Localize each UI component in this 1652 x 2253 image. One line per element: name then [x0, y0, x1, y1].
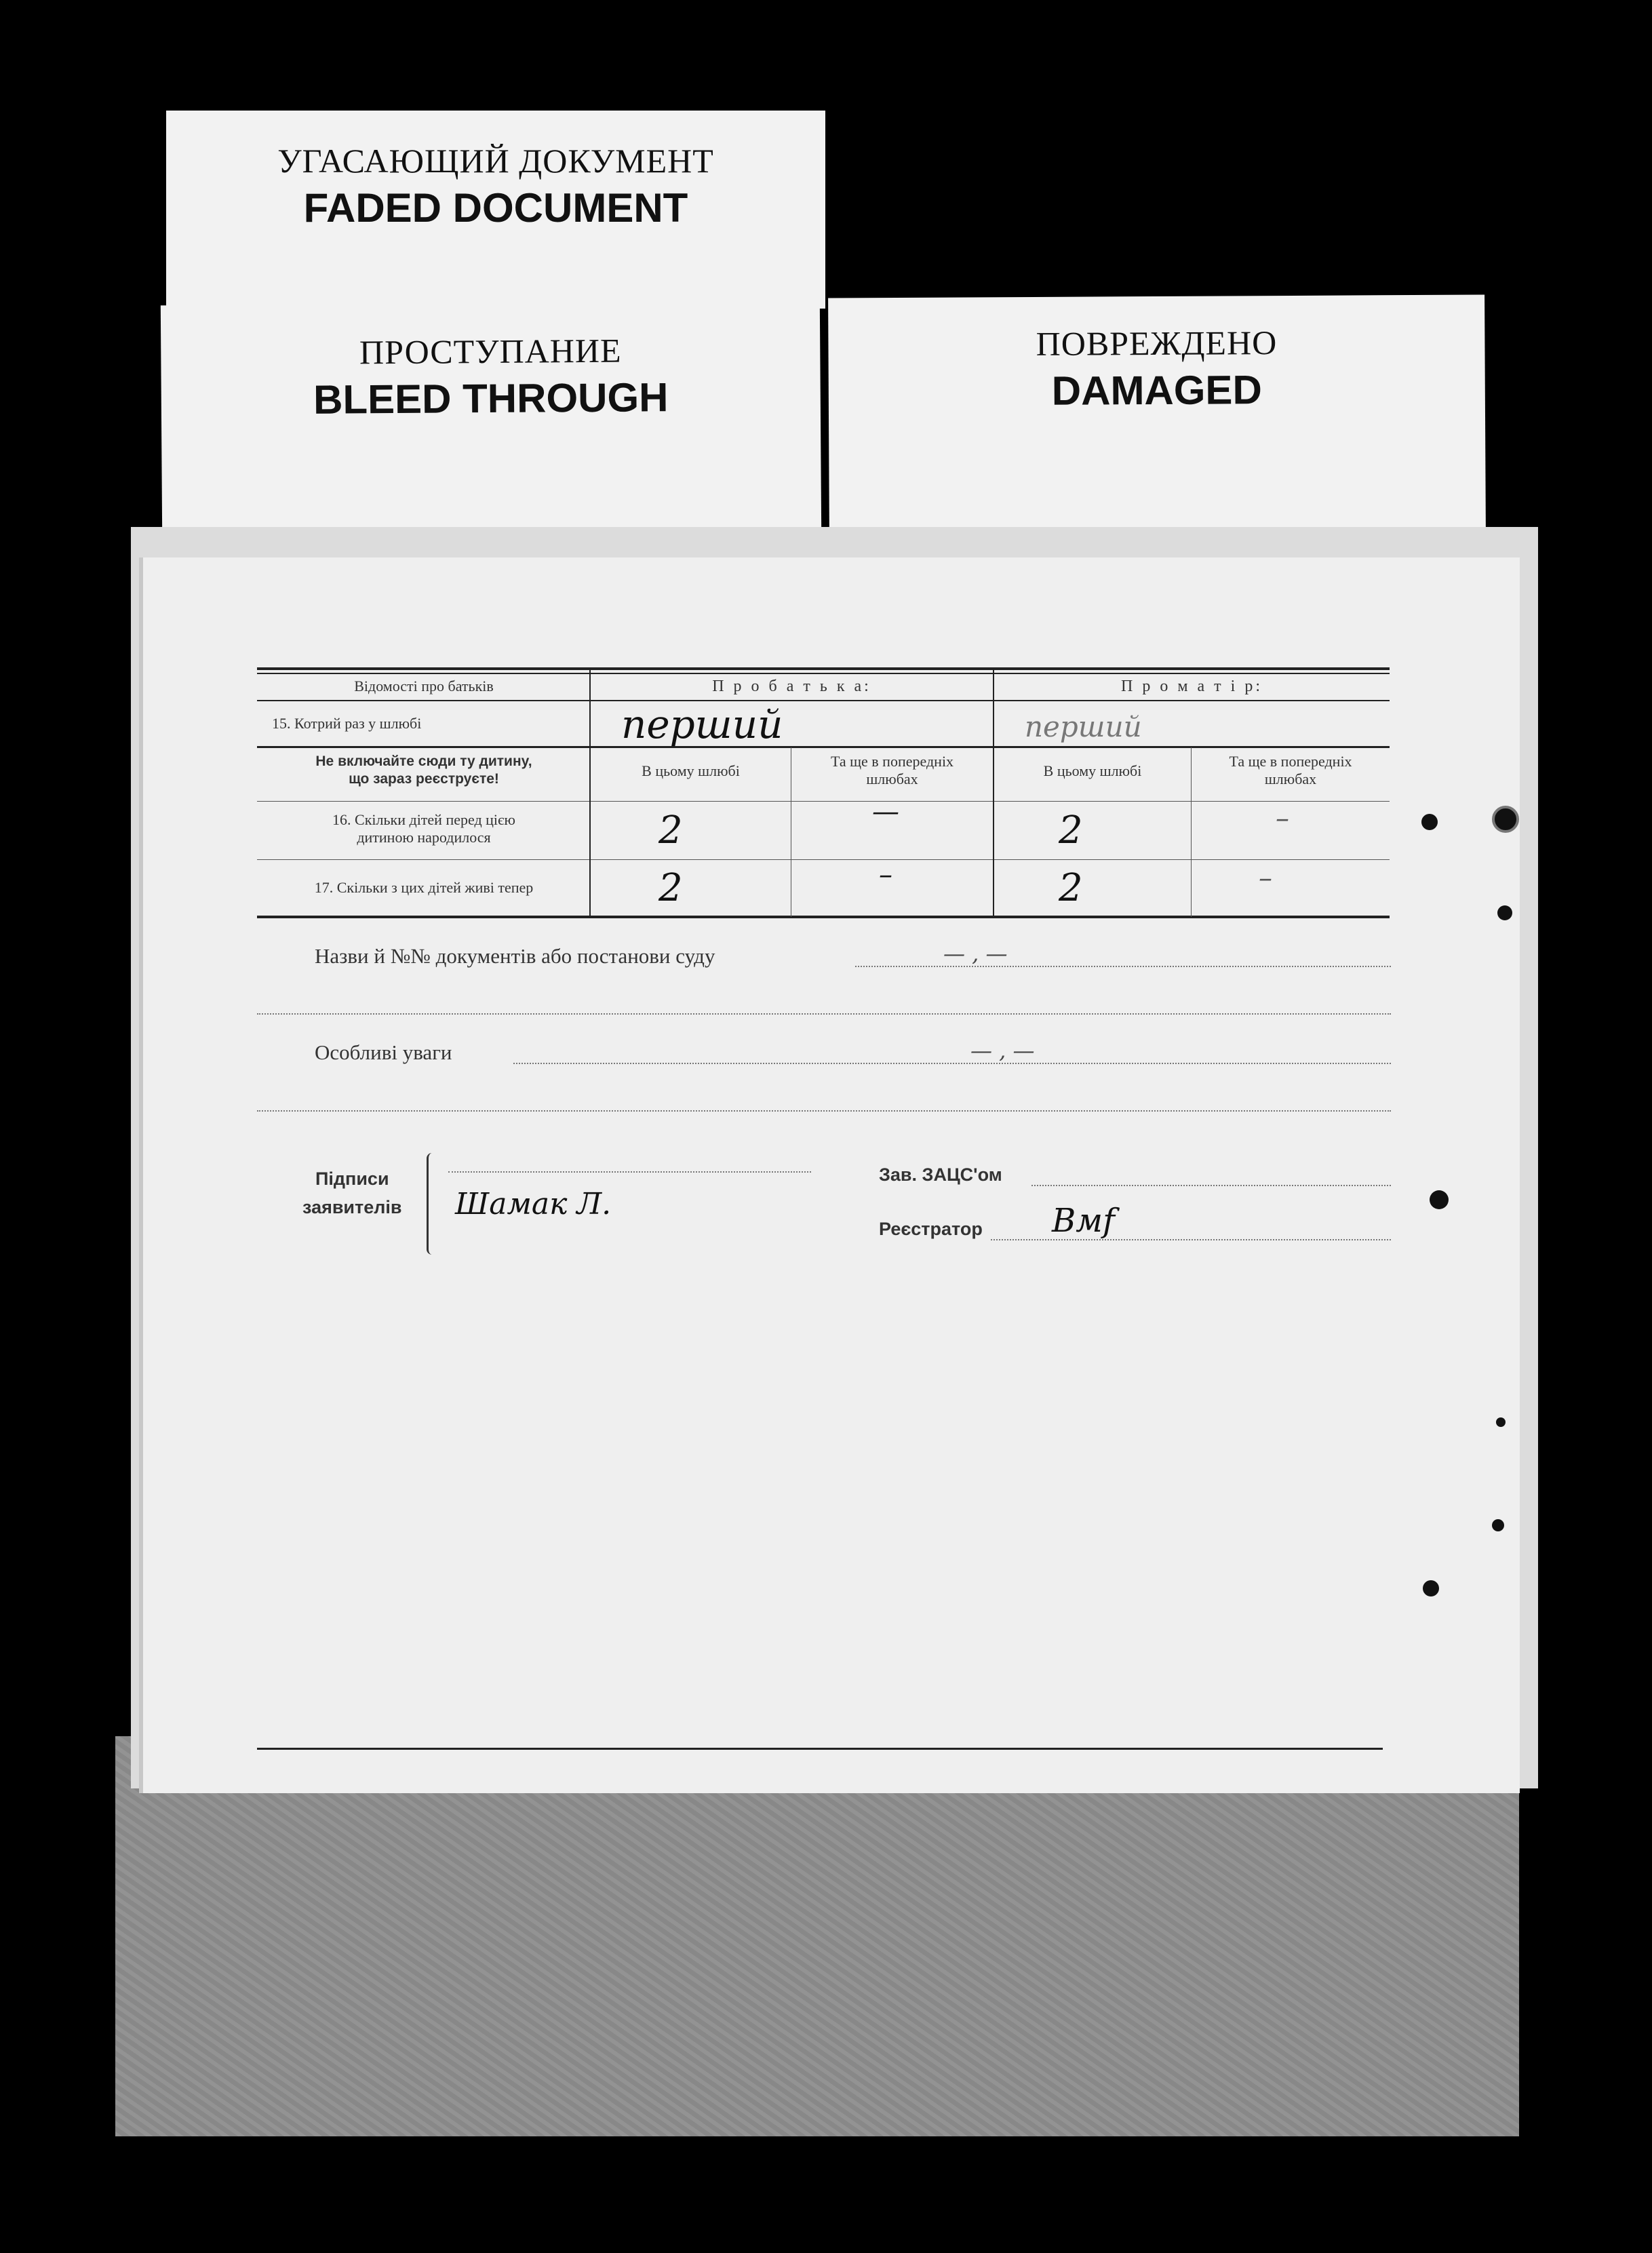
row16-mother-prev: – — [1276, 803, 1289, 834]
signatures-label — [302, 1164, 402, 1221]
note-exclude-child — [258, 753, 589, 788]
card-ru-text: ПОВРЕЖДЕНО — [1036, 324, 1278, 363]
card-en-text: BLEED THROUGH — [313, 374, 669, 423]
signatures-brace — [427, 1153, 438, 1255]
row16-father-prev: — — [872, 796, 899, 827]
row16-mother-this: 2 — [1059, 808, 1083, 853]
cardboard-texture — [115, 1736, 1519, 2136]
table-rule — [257, 700, 1390, 701]
row17-father-this: 2 — [658, 866, 683, 910]
col-prev-marriages-mother — [1192, 753, 1390, 788]
remarks-label: Особливі уваги — [315, 1040, 452, 1064]
row17-mother-prev: – — [1259, 863, 1272, 894]
registrar-signature-line — [991, 1239, 1391, 1240]
registrar-signature: Вмf — [1052, 1202, 1115, 1240]
card-ru-text: УГАСАЮЩИЙ ДОКУМЕНТ — [277, 142, 714, 180]
row17-label: 17. Скільки з цих дітей живі тепер — [314, 879, 534, 896]
head-signature-line — [1031, 1185, 1391, 1186]
col-this-marriage-mother: В цьому шлюбі — [1043, 762, 1142, 779]
punch-hole — [1423, 1580, 1439, 1596]
table-rule — [257, 859, 1390, 860]
document-sheet — [139, 557, 1520, 1793]
damaged-card — [828, 294, 1486, 535]
row15-label: 15. Котрий раз у шлюбі — [272, 715, 422, 732]
col-prev-line-1: Та ще в попередніх — [1229, 753, 1352, 770]
row17-father-prev: – — [879, 859, 892, 890]
table-top-rule-thin — [257, 673, 1390, 674]
registrar-label: Реєстратор — [879, 1219, 983, 1239]
remarks-dotted-line-2 — [257, 1110, 1391, 1112]
note-line-1: Не включайте сюди ту дитину, — [315, 753, 532, 769]
header-parents-info: Відомості про батьків — [354, 678, 494, 694]
faded-document-card — [166, 111, 825, 309]
card-en-text: DAMAGED — [1051, 367, 1262, 414]
col-prev-marriages-father — [791, 753, 993, 788]
row15-father-handwriting: перший — [621, 701, 783, 747]
row17-mother-this: 2 — [1059, 866, 1083, 910]
remarks-dotted-line — [513, 1063, 1391, 1064]
row16-label-line-1: 16. Скільки дітей перед цією — [332, 811, 515, 828]
punch-hole — [1496, 1417, 1506, 1427]
row16-father-this: 2 — [658, 808, 683, 853]
signatures-label-line-1: Підписи — [315, 1169, 389, 1189]
col-prev-line-2: шлюбах — [866, 770, 918, 787]
table-top-rule — [257, 667, 1390, 670]
signatures-label-line-2: заявителів — [302, 1197, 402, 1217]
documents-label: Назви й №№ документів або постанови суду — [315, 944, 715, 968]
header-mother: П р о м а т і р: — [1121, 678, 1263, 695]
header-father: П р о б а т ь к а: — [712, 678, 871, 695]
table-vrule — [993, 669, 994, 917]
card-ru-text: ПРОСТУПАНИЕ — [359, 331, 622, 372]
remarks-value: — , — — [970, 1038, 1035, 1063]
signature-line-1 — [448, 1171, 811, 1173]
table-rule — [257, 801, 1390, 802]
table-vrule — [589, 669, 591, 917]
row16-label-line-2: дитиною народилося — [357, 829, 491, 846]
punch-hole — [1492, 1519, 1504, 1531]
applicant-signature: Шамак Л. — [455, 1187, 612, 1221]
table-rule — [257, 746, 1390, 748]
col-this-marriage-father: В цьому шлюбі — [642, 762, 740, 779]
row15-mother-handwriting: перший — [1025, 710, 1142, 743]
bottom-rule — [257, 1748, 1383, 1750]
documents-dotted-line — [855, 966, 1391, 967]
punch-hole — [1497, 905, 1512, 920]
punch-hole — [1430, 1190, 1449, 1209]
punch-hole — [1492, 806, 1519, 833]
note-line-2: що зараз реєструєте! — [349, 771, 499, 787]
card-en-text: FADED DOCUMENT — [303, 185, 688, 231]
head-registry-label: Зав. ЗАЦС'ом — [879, 1164, 1002, 1185]
col-prev-line-2: шлюбах — [1264, 770, 1317, 787]
bleed-through-card — [161, 301, 821, 536]
documents-value: — , — — [943, 941, 1008, 966]
row16-label — [258, 811, 589, 846]
documents-dotted-line-2 — [257, 1013, 1391, 1015]
table-bottom-rule — [257, 916, 1390, 918]
punch-hole — [1421, 814, 1438, 830]
col-prev-line-1: Та ще в попередніх — [830, 753, 954, 770]
